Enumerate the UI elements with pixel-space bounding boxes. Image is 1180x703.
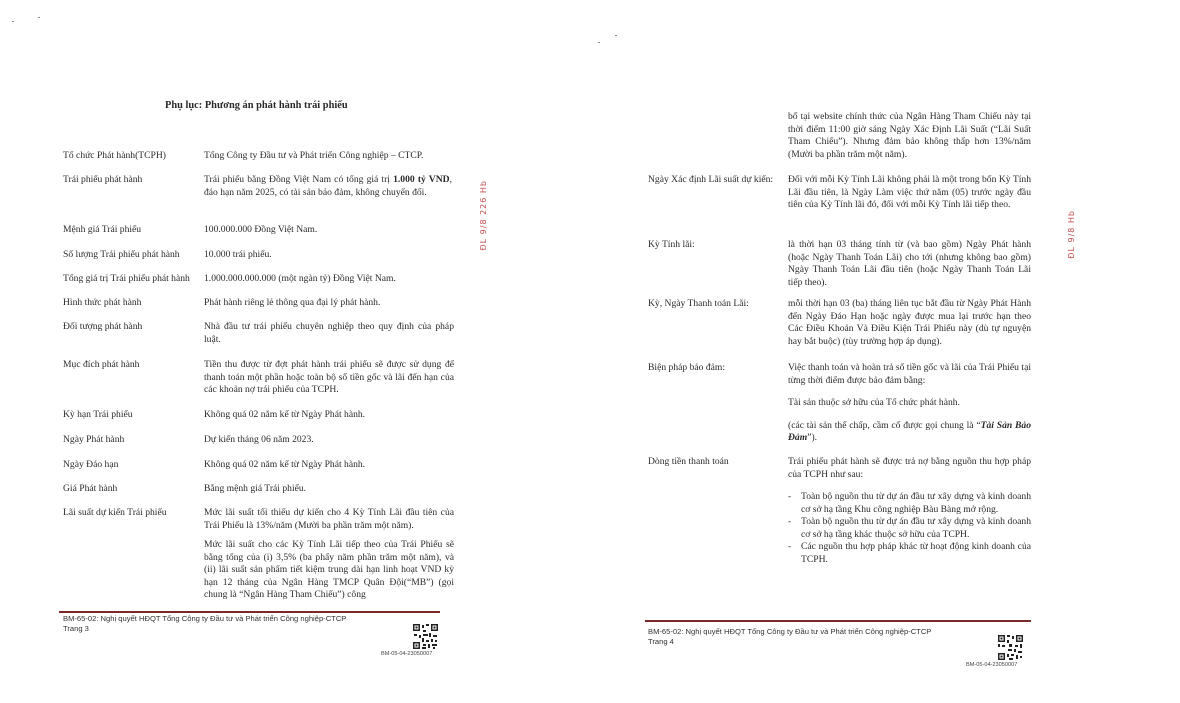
footer [648,627,931,647]
row-value: mỗi thời hạn 03 (ba) tháng liên tục bắt đầu từ Ngày Phát Hành đến Ngày Đáo Hạn hoặc ngày được mua lại trước hạn theo Các Điều Khoản Và Điều Kiện Trái Phiếu này (dù tự nguyện hay bắt buộc) (tùy trường hợp áp dụng). [788,298,1031,347]
row-label: Dòng tiền thanh toán [648,456,729,467]
value-paragraph: Mức lãi suất cho các Kỳ Tính Lãi tiếp theo của Trái Phiếu sẽ bằng tổng của (i) 3,5% (ba phẩy năm phần trăm một năm), và (ii) lãi suất sản phẩm tiết kiệm trung dài hạn linh hoạt VND kỳ hạn 12 tháng của Ngân Hàng TMCP Quân Đội(“MB”) (gọi chung là “Ngân Hàng Tham Chiếu”) công [204,539,454,600]
scan-speck [615,35,617,36]
row-value [788,456,1031,566]
row-label: Số lượng Trái phiếu phát hành [63,249,180,260]
value-paragraph: Việc thanh toán và hoàn trả số tiền gốc và lãi của Trái Phiếu tại từng thời điểm được bảo đảm bằng: [788,362,1031,386]
row-value [204,507,454,609]
row-label: Tổng giá trị Trái phiếu phát hành [63,273,190,284]
row-label: Biện pháp bảo đảm: [648,362,725,373]
row-value: 100.000.000 Đồng Việt Nam. [204,224,318,235]
footer-page-number: Trang 4 [648,637,674,646]
qr-code-icon [997,634,1024,661]
value-text: Trái phiếu bằng Đồng Việt Nam có tổng giá trị [204,174,394,185]
value-paragraph: Mức lãi suất tối thiểu dự kiến cho 4 Kỳ Tính Lãi đầu tiên của Trái Phiếu là 13%/năm (Mười ba phần trăm một năm). [204,507,454,531]
value-text: , đáo hạn năm 2025, có tài sản bảo đảm, không chuyển đổi. [204,174,452,198]
footer-doc-ref: BM-65-02: Nghị quyết HĐQT Tổng Công ty Đầu tư và Phát triển Công nghiệp-CTCP [648,627,932,636]
appendix-title: Phụ lục: Phương án phát hành trái phiếu [165,100,348,111]
page-4 [590,0,1180,703]
value-paragraph: Trái phiếu phát hành sẽ được trả nợ bằng nguồn thu hợp pháp của TCPH như sau: [788,456,1031,480]
handwritten-annotation: ĐL 9/8 Hb [1067,210,1076,259]
row-value: Nhà đầu tư trái phiếu chuyên nghiệp theo quy định của pháp luật. [204,321,454,345]
row-label: Hình thức phát hành [63,297,142,308]
row-label: Ngày Xác định Lãi suất dự kiến: [648,174,774,185]
row-label: Mục đích phát hành [63,359,140,370]
value-text: (các tài sản thế chấp, cầm cố được gọi chung là “ [788,419,981,431]
footer-doc-ref: BM-65-02: Nghị quyết HĐQT Tổng Công ty Đầu tư và Phát triển Công nghiệp-CTCP [63,614,347,623]
total-value-bold: 1.000 tỷ VND [393,174,450,185]
qr-code-icon [412,623,439,650]
list-item: - Toàn bộ nguồn thu từ dự án đầu tư xây dựng và kinh doanh cơ sở hạ tầng Khu công nghiệp Bàu Bàng mở rộng. [788,491,1031,516]
row-label: Kỳ hạn Trái phiếu [63,409,133,420]
footer [63,614,346,634]
row-label: Kỳ, Ngày Thanh toán Lãi: [648,298,749,309]
row-value: Không quá 02 năm kể từ Ngày Phát hành. [204,409,366,420]
list-item: - Các nguồn thu hợp pháp khác từ hoạt động kinh doanh của TCPH. [788,541,1031,566]
row-label: Kỳ Tính lãi: [648,239,695,250]
row-value: Không quá 02 năm kể từ Ngày Phát hành. [204,459,366,470]
doc-code: BM-05-04-23050007 [381,651,433,657]
continuation-paragraph: bố tại website chính thức của Ngân Hàng Tham Chiếu này tại thời điểm 11:00 giờ sáng Ngày Xác Định Lãi Suất (“Lãi Suất Tham Chiếu”). Nhưng đảm bảo không thấp hơn 13%/năm (Mười ba phần trăm một năm). [788,111,1031,160]
row-label: Trái phiếu phát hành [63,174,143,185]
value-paragraph: Tài sản thuộc sở hữu của Tổ chức phát hành. [788,397,960,408]
row-value: Phát hành riêng lẻ thông qua đại lý phát hành. [204,297,381,308]
row-value: Đối với mỗi Kỳ Tính Lãi không phải là một trong bốn Kỳ Tính Lãi đầu tiên, là Ngày Làm việc thứ năm (05) trước ngày đầu tiên của Kỳ Tính lãi đó, đối với mỗi Kỳ Tính lãi tiếp theo. [788,174,1031,210]
row-value: 10.000 trái phiếu. [204,249,272,260]
footer-divider [645,620,1031,622]
list-item: - Toàn bộ nguồn thu từ dự án đầu tư xây dựng và kinh doanh cơ sở hạ tầng khác thuộc sở hữu của TCPH. [788,516,1031,541]
row-value [204,174,452,199]
scan-speck [12,21,14,22]
row-label: Đối tượng phát hành [63,321,143,332]
row-label: Ngày Đáo hạn [63,459,119,470]
footer-page-number: Trang 3 [63,624,89,633]
repayment-source-list [788,491,1031,566]
footer-divider [59,611,440,613]
handwritten-annotation: ĐL 9/8 226 Hb [479,180,488,251]
row-value: Dự kiến tháng 06 năm 2023. [204,434,314,445]
doc-code: BM-05-04-23050007 [966,662,1018,668]
row-value: là thời hạn 03 tháng tính từ (và bao gồm) Ngày Phát hành (hoặc Ngày Thanh Toán Lãi) cho tới (nhưng không bao gồm) Ngày Thanh Toán Lãi đầu tiên (hoặc Ngày Thanh Toán Lãi tiếp theo). [788,239,1031,288]
scan-speck [38,17,40,18]
collateral-term: Tài Sản Bảo Đảm [788,419,1031,443]
value-text: ”). [807,432,818,443]
row-value: 1.000.000.000.000 (một ngàn tỷ) Đồng Việt Nam. [204,273,396,284]
row-label: Giá Phát hành [63,483,118,494]
row-value [788,362,1031,452]
row-label: Tổ chức Phát hành(TCPH) [63,150,166,161]
row-label: Mệnh giá Trái phiếu [63,224,142,235]
row-label: Lãi suất dự kiến Trái phiếu [63,507,167,518]
row-value: Bằng mệnh giá Trái phiếu. [204,483,307,494]
scan-speck [598,42,600,43]
row-label: Ngày Phát hành [63,434,125,445]
row-value: Tiền thu được từ đợt phát hành trái phiếu sẽ được sử dụng để thanh toán một phần hoặc toàn bộ số tiền gốc và lãi đến hạn của các khoản nợ trái phiếu của TCPH. [204,359,454,395]
row-value: Tổng Công ty Đầu tư và Phát triển Công nghiệp – CTCP. [204,150,424,161]
